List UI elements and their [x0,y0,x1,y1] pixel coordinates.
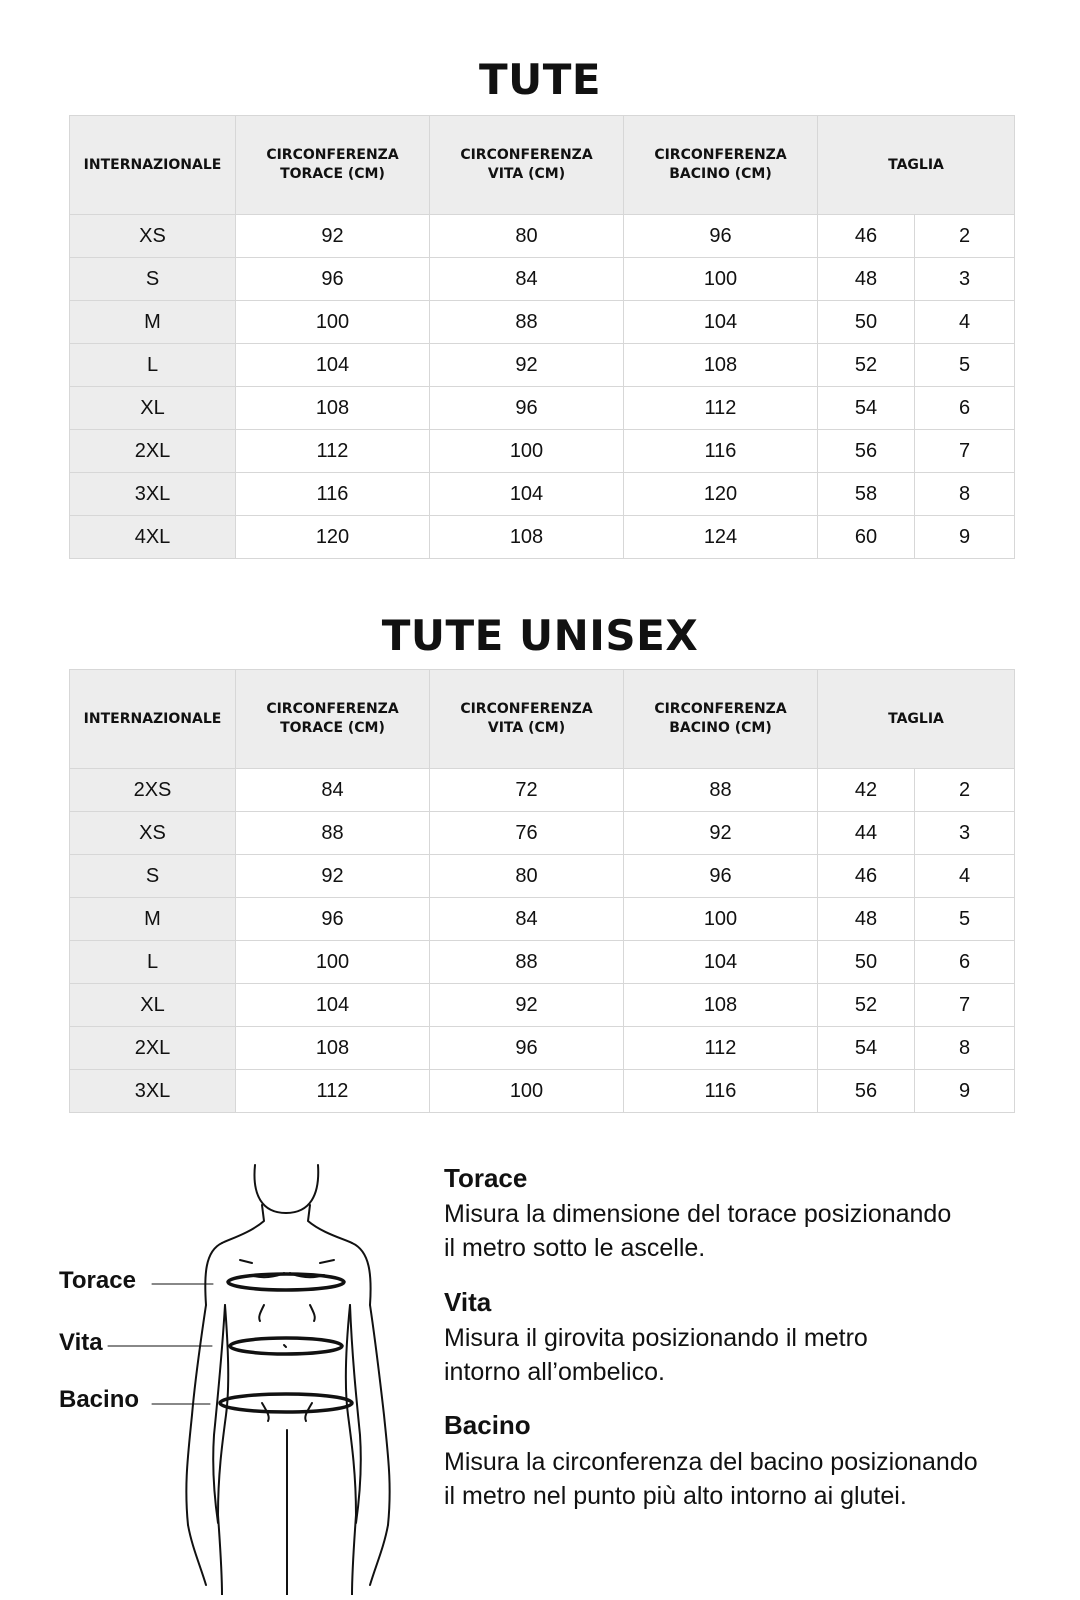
table-cell: 88 [624,769,818,812]
measure-heading-bacino: Bacino [444,1410,531,1440]
table-cell: 116 [236,473,430,516]
table-cell: 100 [430,430,624,473]
table-cell: XS [70,215,236,258]
table-cell: 112 [236,1070,430,1113]
table-cell: 50 [818,941,915,984]
table-cell: 96 [430,1027,624,1070]
table-cell: 104 [624,941,818,984]
header-vita: CIRCONFERENZA VITA (CM) [430,116,624,215]
table-cell: 96 [236,898,430,941]
table-row [70,855,1015,898]
table-cell: XL [70,984,236,1027]
table-cell: 56 [818,430,915,473]
table-row [70,941,1015,984]
table-header-row [70,116,1015,215]
table-cell: 4XL [70,516,236,559]
table-cell: 60 [818,516,915,559]
table-cell: 4 [915,301,1015,344]
table-cell: 9 [915,1070,1015,1113]
table-cell: 104 [624,301,818,344]
table-cell: 116 [624,1070,818,1113]
measure-desc-line: il metro nel punto più alto intorno ai glutei. [444,1482,907,1510]
header-bacino: CIRCONFERENZA BACINO (CM) [624,116,818,215]
table-cell: 104 [236,344,430,387]
table-cell: 84 [430,258,624,301]
table-cell: 92 [236,855,430,898]
table-cell: L [70,344,236,387]
table-cell: 6 [915,941,1015,984]
table-cell: 46 [818,215,915,258]
measure-desc-line: Misura la circonferenza del bacino posizionando [444,1448,978,1476]
table-cell: 8 [915,1027,1015,1070]
table-cell: 58 [818,473,915,516]
table-cell: 48 [818,898,915,941]
table-cell: 108 [236,1027,430,1070]
table-cell: 2 [915,769,1015,812]
table-cell: 120 [624,473,818,516]
table-cell: 50 [818,301,915,344]
label-vita: Vita [59,1329,103,1356]
table-cell: 2XS [70,769,236,812]
header-internazionale: INTERNAZIONALE [70,670,236,769]
header-taglia: TAGLIA [818,670,1015,769]
table-row [70,1070,1015,1113]
table-cell: 116 [624,430,818,473]
label-torace: Torace [59,1267,136,1294]
measure-desc-bacino [444,1445,1044,1513]
table-cell: 44 [818,812,915,855]
table-cell: 2XL [70,1027,236,1070]
table-cell: 80 [430,855,624,898]
table-cell: 6 [915,387,1015,430]
table-cell: 108 [236,387,430,430]
table-row [70,344,1015,387]
table-cell: 54 [818,387,915,430]
table-cell: 100 [624,898,818,941]
table-cell: 88 [430,941,624,984]
table-cell: 112 [624,1027,818,1070]
table-cell: 5 [915,344,1015,387]
table-cell: 108 [430,516,624,559]
table-cell: 104 [236,984,430,1027]
table-cell: 54 [818,1027,915,1070]
table-cell: 120 [236,516,430,559]
table-cell: L [70,941,236,984]
table-header-row [70,670,1015,769]
table-row [70,473,1015,516]
size-table-tute-unisex [69,669,1015,1113]
table-row [70,898,1015,941]
header-vita: CIRCONFERENZA VITA (CM) [430,670,624,769]
measure-heading-torace: Torace [444,1163,528,1193]
measure-desc-line: Misura la dimensione del torace posizionando [444,1200,952,1228]
table-cell: 96 [624,215,818,258]
table-row [70,812,1015,855]
table-body [70,769,1015,1113]
table-cell: S [70,258,236,301]
measure-desc-line: Misura il girovita posizionando il metro [444,1324,868,1352]
table-cell: 3 [915,258,1015,301]
table-cell: 124 [624,516,818,559]
table-cell: 88 [236,812,430,855]
table-row [70,430,1015,473]
table-row [70,215,1015,258]
table-cell: 42 [818,769,915,812]
measure-heading-vita: Vita [444,1287,492,1317]
table-cell: 96 [236,258,430,301]
table-cell: 92 [236,215,430,258]
table-cell: 48 [818,258,915,301]
table-cell: 72 [430,769,624,812]
body-figure-illustration [0,1155,420,1595]
table-cell: 52 [818,984,915,1027]
table-title-tute: TUTE [478,55,602,104]
table-cell: 7 [915,984,1015,1027]
table-cell: 76 [430,812,624,855]
table-cell: 8 [915,473,1015,516]
table-cell: 104 [430,473,624,516]
table-cell: 84 [430,898,624,941]
table-row [70,769,1015,812]
table-cell: 112 [236,430,430,473]
header-taglia: TAGLIA [818,116,1015,215]
table-cell: M [70,301,236,344]
header-torace: CIRCONFERENZA TORACE (CM) [236,116,430,215]
table-cell: 2 [915,215,1015,258]
table-cell: 108 [624,984,818,1027]
table-cell: 84 [236,769,430,812]
table-cell: 100 [236,301,430,344]
header-torace: CIRCONFERENZA TORACE (CM) [236,670,430,769]
table-cell: 100 [430,1070,624,1113]
label-bacino: Bacino [59,1386,140,1413]
measure-desc-line: intorno all’ombelico. [444,1358,665,1386]
table-cell: 92 [430,344,624,387]
table-cell: 56 [818,1070,915,1113]
table-row [70,301,1015,344]
measure-desc-torace [444,1197,1044,1265]
table-body [70,215,1015,559]
table-row [70,1027,1015,1070]
header-internazionale: INTERNAZIONALE [70,116,236,215]
table-cell: 5 [915,898,1015,941]
table-cell: 112 [624,387,818,430]
measure-guide [0,1155,1080,1595]
table-cell: 9 [915,516,1015,559]
table-cell: 2XL [70,430,236,473]
table-cell: 100 [624,258,818,301]
table-cell: S [70,855,236,898]
table-cell: 80 [430,215,624,258]
table-cell: M [70,898,236,941]
table-cell: 3XL [70,473,236,516]
table-row [70,258,1015,301]
table-cell: XS [70,812,236,855]
table-cell: 92 [430,984,624,1027]
size-table-tute [69,115,1015,559]
table-title-tute-unisex: TUTE UNISEX [381,611,699,660]
table-cell: 96 [624,855,818,898]
table-row [70,387,1015,430]
measure-desc-line: il metro sotto le ascelle. [444,1234,706,1262]
table-cell: 108 [624,344,818,387]
measure-desc-vita [444,1321,1044,1389]
table-row [70,516,1015,559]
table-cell: 46 [818,855,915,898]
table-cell: 92 [624,812,818,855]
table-row [70,984,1015,1027]
table-cell: 4 [915,855,1015,898]
table-cell: 88 [430,301,624,344]
header-bacino: CIRCONFERENZA BACINO (CM) [624,670,818,769]
table-cell: 3XL [70,1070,236,1113]
table-cell: 7 [915,430,1015,473]
table-cell: 96 [430,387,624,430]
table-cell: XL [70,387,236,430]
table-cell: 52 [818,344,915,387]
table-cell: 100 [236,941,430,984]
table-cell: 3 [915,812,1015,855]
